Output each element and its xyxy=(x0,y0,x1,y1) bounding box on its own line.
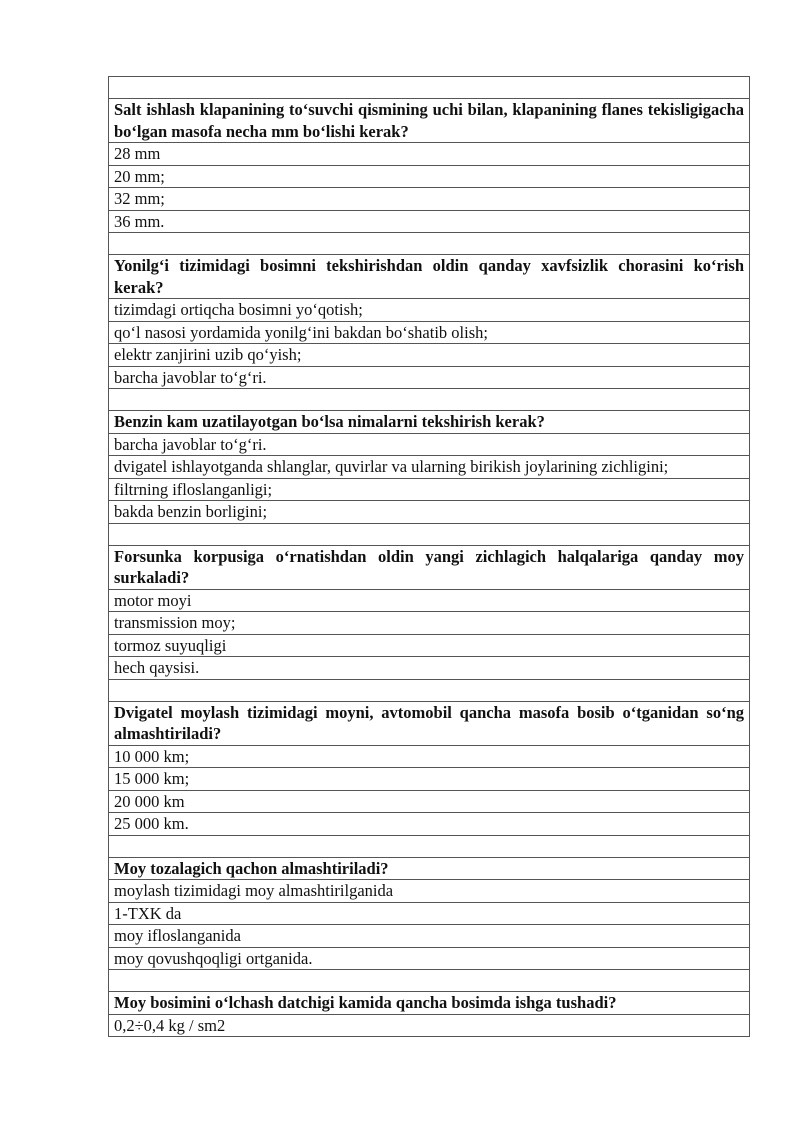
question-text: Forsunka korpusiga o‘rnatishdan oldin yangi zichlagich halqalariga qanday moy surkaladi? xyxy=(109,545,750,589)
question-text-row xyxy=(109,992,750,1015)
spacer-row xyxy=(109,523,750,545)
spacer-cell xyxy=(109,679,750,701)
answer-option: tizimdagi ortiqcha bosimni yo‘qotish; xyxy=(109,299,750,322)
answer-option-row xyxy=(109,657,750,680)
answer-option-row xyxy=(109,880,750,903)
answer-option-row xyxy=(109,478,750,501)
answer-option: moylash tizimidagi moy almashtirilganida xyxy=(109,880,750,903)
question-text: Benzin kam uzatilayotgan bo‘lsa nimalarni tekshirish kerak? xyxy=(109,411,750,434)
answer-option: motor moyi xyxy=(109,589,750,612)
question-text-row xyxy=(109,411,750,434)
answer-option: 1-TXK da xyxy=(109,902,750,925)
answer-option: 28 mm xyxy=(109,143,750,166)
answer-option-row xyxy=(109,433,750,456)
answer-option: moy qovushqoqligi ortganida. xyxy=(109,947,750,970)
spacer-row xyxy=(109,679,750,701)
question-text-row xyxy=(109,99,750,143)
quiz-table-body xyxy=(109,77,750,1037)
question-text-row xyxy=(109,857,750,880)
answer-option: 10 000 km; xyxy=(109,745,750,768)
answer-option: 32 mm; xyxy=(109,188,750,211)
question-text-row xyxy=(109,701,750,745)
answer-option-row xyxy=(109,210,750,233)
answer-option: moy ifloslanganida xyxy=(109,925,750,948)
answer-option-row xyxy=(109,634,750,657)
answer-option: 20 mm; xyxy=(109,165,750,188)
answer-option-row xyxy=(109,344,750,367)
spacer-cell xyxy=(109,233,750,255)
answer-option-row xyxy=(109,143,750,166)
answer-option: 0,2÷0,4 kg / sm2 xyxy=(109,1014,750,1037)
question-text-row xyxy=(109,545,750,589)
answer-option: barcha javoblar to‘g‘ri. xyxy=(109,366,750,389)
spacer-cell xyxy=(109,389,750,411)
spacer-row xyxy=(109,77,750,99)
spacer-cell xyxy=(109,970,750,992)
question-text: Salt ishlash klapanining to‘suvchi qismining uchi bilan, klapanining flanes tekisligigacha bo‘lgan masofa necha mm bo‘lishi kerak? xyxy=(109,99,750,143)
answer-option: elektr zanjirini uzib qo‘yish; xyxy=(109,344,750,367)
spacer-row xyxy=(109,970,750,992)
spacer-row xyxy=(109,389,750,411)
spacer-cell xyxy=(109,835,750,857)
spacer-cell xyxy=(109,77,750,99)
answer-option-row xyxy=(109,366,750,389)
answer-option-row xyxy=(109,790,750,813)
spacer-row xyxy=(109,233,750,255)
quiz-table xyxy=(108,76,750,1037)
answer-option: barcha javoblar to‘g‘ri. xyxy=(109,433,750,456)
spacer-cell xyxy=(109,523,750,545)
answer-option-row xyxy=(109,589,750,612)
question-text: Dvigatel moylash tizimidagi moyni, avtomobil qancha masofa bosib o‘tganidan so‘ng almashtiriladi? xyxy=(109,701,750,745)
spacer-row xyxy=(109,835,750,857)
answer-option-row xyxy=(109,813,750,836)
question-text: Yonilg‘i tizimidagi bosimni tekshirishdan oldin qanday xavfsizlik chorasini ko‘rish kerak? xyxy=(109,255,750,299)
quiz-sheet xyxy=(108,76,750,1037)
answer-option-row xyxy=(109,768,750,791)
answer-option-row xyxy=(109,925,750,948)
question-text: Moy tozalagich qachon almashtiriladi? xyxy=(109,857,750,880)
answer-option-row xyxy=(109,501,750,524)
question-text: Moy bosimini o‘lchash datchigi kamida qancha bosimda ishga tushadi? xyxy=(109,992,750,1015)
answer-option: 20 000 km xyxy=(109,790,750,813)
question-text-row xyxy=(109,255,750,299)
answer-option-row xyxy=(109,188,750,211)
answer-option-row xyxy=(109,165,750,188)
answer-option-row xyxy=(109,902,750,925)
answer-option-row xyxy=(109,745,750,768)
answer-option: 15 000 km; xyxy=(109,768,750,791)
answer-option-row xyxy=(109,947,750,970)
answer-option-row xyxy=(109,456,750,479)
answer-option-row xyxy=(109,1014,750,1037)
answer-option: qo‘l nasosi yordamida yonilg‘ini bakdan bo‘shatib olish; xyxy=(109,321,750,344)
answer-option: 25 000 km. xyxy=(109,813,750,836)
answer-option: filtrning ifloslanganligi; xyxy=(109,478,750,501)
answer-option-row xyxy=(109,299,750,322)
answer-option-row xyxy=(109,321,750,344)
answer-option: tormoz suyuqligi xyxy=(109,634,750,657)
answer-option: transmission moy; xyxy=(109,612,750,635)
answer-option: 36 mm. xyxy=(109,210,750,233)
answer-option: hech qaysisi. xyxy=(109,657,750,680)
answer-option-row xyxy=(109,612,750,635)
answer-option: dvigatel ishlayotganda shlanglar, quvirlar va ularning birikish joylarining zichligini; xyxy=(109,456,750,479)
answer-option: bakda benzin borligini; xyxy=(109,501,750,524)
